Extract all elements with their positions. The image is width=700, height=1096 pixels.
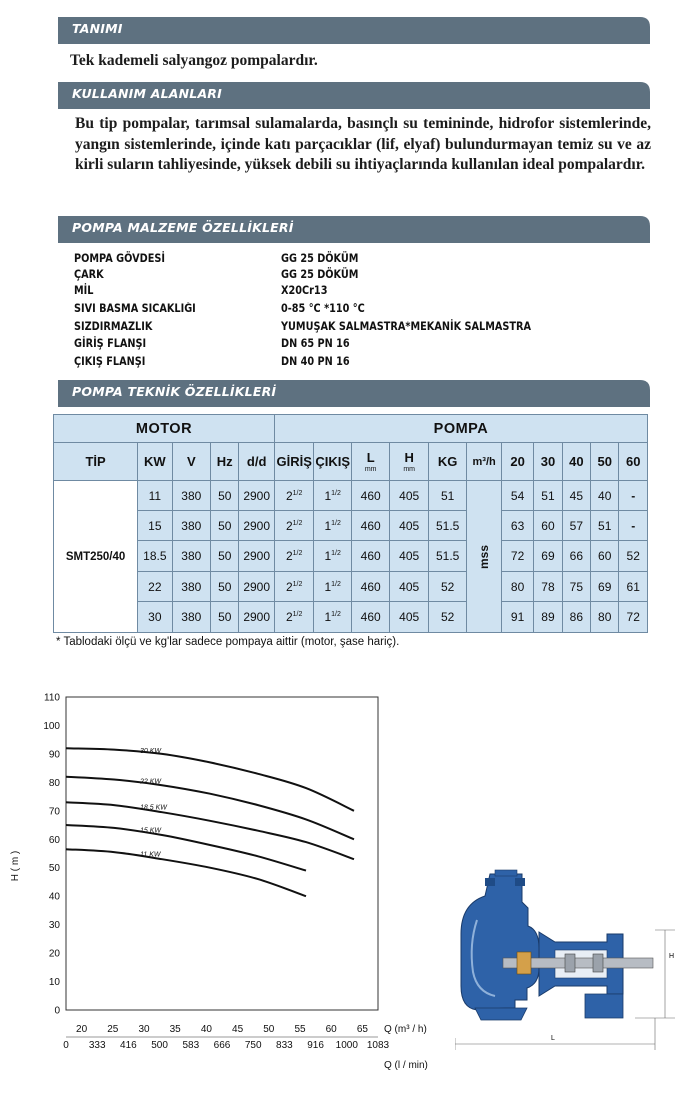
- y-tick-label: 20: [48, 948, 60, 960]
- cell-hz: 50: [211, 572, 239, 602]
- cell-head-40: 45: [562, 481, 590, 511]
- section-banner-teknik: [58, 380, 650, 407]
- section-banner-malzeme: [58, 216, 650, 243]
- y-tick-label: 60: [48, 834, 60, 846]
- curve-label: 30 KW: [140, 747, 162, 755]
- material-value: GG 25 DÖKÜM: [281, 268, 359, 281]
- x-tick-label: 20: [76, 1024, 88, 1035]
- cell-kg: 51.5: [428, 511, 467, 541]
- y-tick-label: 0: [54, 1005, 60, 1017]
- table-footnote: * Tablodaki ölçü ve kg'lar sadece pompaya aittir (motor, şase hariç).: [56, 636, 400, 648]
- cell-giris-sup: 1/2: [292, 519, 303, 527]
- cell-cikis-value: 1: [324, 518, 332, 533]
- mss-label: mss: [477, 544, 492, 569]
- cell-giris-value: 2: [285, 610, 293, 624]
- material-label: SIVI BASMA SICAKLIĞI: [74, 302, 196, 315]
- cell-head-50: 69: [591, 572, 619, 602]
- cell-head-50: 51: [591, 511, 619, 541]
- cell-hz: 50: [211, 481, 239, 511]
- cell-giris-sup: 1/2: [292, 611, 303, 618]
- cell-giris: [274, 602, 314, 633]
- cell-dd: 2900: [239, 602, 274, 633]
- group-header-pompa: POMPA: [274, 415, 647, 443]
- curve-label: 11 KW: [140, 851, 161, 859]
- cell-head-60: 72: [619, 602, 648, 633]
- cell-head-60: 52: [619, 541, 648, 572]
- cell-cikis-sup: 1/2: [331, 580, 341, 588]
- col-header-l-label: L: [366, 450, 375, 465]
- y-tick-label: 100: [43, 720, 60, 732]
- x2-tick-label: 0: [63, 1040, 69, 1051]
- x2-tick-label: 833: [276, 1040, 293, 1051]
- table-column-header-row: [54, 443, 648, 481]
- material-label: POMPA GÖVDESİ: [74, 252, 165, 265]
- cell-h: 405: [390, 572, 429, 602]
- chart-plot-area: [66, 697, 378, 1010]
- cell-cikis: [314, 541, 351, 572]
- chart-frame: [66, 697, 378, 1010]
- cell-head-20: 91: [501, 602, 533, 633]
- cell-head-40: 86: [562, 602, 590, 633]
- col-header-kw: KW: [138, 443, 172, 481]
- material-value: GG 25 DÖKÜM: [281, 252, 359, 265]
- cell-cikis-sup: 1/2: [331, 489, 341, 497]
- cell-giris-sup: 1/2: [292, 580, 303, 588]
- x2-axis-label: Q (l / min): [384, 1060, 428, 1071]
- material-label: MİL: [74, 284, 94, 297]
- x-axis-label: Q (m³ / h): [384, 1024, 427, 1035]
- cell-v: 380: [172, 541, 211, 572]
- cell-giris-value: 2: [285, 518, 293, 533]
- group-header-motor: MOTOR: [54, 415, 275, 443]
- col-header-m3h: m³/h: [467, 443, 501, 481]
- y-tick-label: 80: [48, 777, 60, 789]
- y-tick-label: 50: [48, 863, 60, 875]
- x2-tick-label: 1000: [335, 1040, 358, 1051]
- cell-giris-sup: 1/2: [292, 489, 303, 497]
- cell-head-40: 57: [562, 511, 590, 541]
- cell-l: 460: [351, 481, 390, 511]
- y-tick-label: 90: [48, 749, 60, 761]
- cell-h: 405: [390, 511, 429, 541]
- cell-cikis: [314, 481, 351, 511]
- cell-h: 405: [390, 481, 429, 511]
- table-row: [54, 541, 648, 572]
- section-title-teknik: POMPA TEKNİK ÖZELLİKLERİ: [72, 384, 277, 399]
- col-header-kg: KG: [428, 443, 467, 481]
- usage-text: Bu tip pompalar, tarımsal sulamalarda, basınçlı su temininde, hidrofor sistemlerinde, yangın sistemlerinde, içinde katı parçacıklar (lif, elyaf) bulundurmayan temiz su ve az kirli suların tahliyesinde, yüksek debili su ihtiyaçlarında kullanılan ideal pompalardır.: [75, 115, 651, 173]
- x-tick-label: 35: [169, 1024, 181, 1035]
- x-tick-label: 50: [263, 1024, 275, 1035]
- x2-tick-label: 916: [307, 1040, 324, 1051]
- x2-tick-label: 333: [88, 1040, 106, 1051]
- cell-giris: [274, 541, 314, 572]
- curve-label: 18.5 KW: [140, 804, 167, 812]
- cell-kw: 30: [138, 602, 172, 633]
- y-tick-label: 70: [48, 806, 60, 818]
- table-row: [54, 511, 648, 541]
- cell-giris-value: 2: [285, 549, 293, 563]
- cell-head-40: 75: [562, 572, 590, 602]
- x-tick-label: 30: [138, 1024, 150, 1035]
- cell-dd: 2900: [239, 511, 274, 541]
- cell-cikis-value: 1: [324, 610, 332, 624]
- col-header-flow-50: 50: [591, 443, 619, 481]
- cell-kg: 52: [428, 572, 467, 602]
- pump-casing: [461, 870, 539, 1010]
- pump-bolt: [485, 878, 495, 886]
- table-row: [54, 572, 648, 602]
- cell-dd: 2900: [239, 541, 274, 572]
- y-axis-label: H ( m ): [10, 850, 21, 882]
- cell-cikis-sup: 1/2: [331, 519, 341, 527]
- cell-head-30: 89: [534, 602, 562, 633]
- y-tick-label: 30: [48, 920, 60, 932]
- cell-v: 380: [172, 511, 211, 541]
- cell-cikis-sup: 1/2: [331, 550, 341, 557]
- shaft-seal: [517, 952, 531, 974]
- dimension-label-l: L: [551, 1035, 555, 1042]
- col-header-l: [351, 443, 390, 481]
- cell-hz: 50: [211, 511, 239, 541]
- dimension-label-h: H: [669, 953, 675, 960]
- col-header-tip: TİP: [54, 443, 138, 481]
- col-header-flow-60: 60: [619, 443, 648, 481]
- cell-kw: 15: [138, 511, 172, 541]
- cell-l: 460: [351, 602, 390, 633]
- cell-cikis-sup: 1/2: [331, 611, 341, 618]
- cell-cikis: [314, 572, 351, 602]
- pump-cross-section-drawing: [455, 868, 687, 1076]
- x-tick-label: 40: [200, 1024, 212, 1035]
- cell-h: 405: [390, 602, 429, 633]
- col-header-cikis: ÇIKIŞ: [314, 443, 351, 481]
- material-label: ÇARK: [74, 268, 104, 281]
- cell-head-20: 80: [501, 572, 533, 602]
- material-value: DN 40 PN 16: [281, 355, 350, 368]
- cell-head-30: 60: [534, 511, 562, 541]
- y-tick-label: 40: [48, 891, 60, 903]
- cell-hz: 50: [211, 602, 239, 633]
- x-tick-label: 55: [294, 1024, 306, 1035]
- cell-giris: [274, 511, 314, 541]
- cell-l: 460: [351, 572, 390, 602]
- cell-kg: 51: [428, 481, 467, 511]
- cell-head-60: -: [619, 481, 648, 511]
- cell-head-20: 54: [501, 481, 533, 511]
- x-tick-label: 60: [325, 1024, 337, 1035]
- cell-kg: 52: [428, 602, 467, 633]
- x2-tick-label: 1083: [366, 1040, 390, 1051]
- curve-label: 15 KW: [140, 827, 162, 835]
- technical-specs-table: [53, 414, 648, 633]
- y-tick-label: 110: [44, 692, 60, 704]
- x-tick-label: 25: [107, 1024, 119, 1035]
- pump-bolt: [515, 878, 525, 886]
- cell-head-60: -: [619, 511, 648, 541]
- col-header-hz: Hz: [211, 443, 239, 481]
- material-value: X20Cr13: [281, 284, 328, 297]
- cell-cikis-value: 1: [324, 579, 332, 594]
- cell-giris: [274, 481, 314, 511]
- col-header-giris: GİRİŞ: [274, 443, 314, 481]
- cell-head-30: 78: [534, 572, 562, 602]
- cell-h: 405: [390, 541, 429, 572]
- cell-head-60: 61: [619, 572, 648, 602]
- cell-cikis-value: 1: [324, 488, 332, 503]
- cell-head-50: 80: [591, 602, 619, 633]
- x-axis-ticks: [76, 1024, 368, 1035]
- section-title-malzeme: POMPA MALZEME ÖZELLİKLERİ: [72, 220, 294, 235]
- x2-tick-label: 500: [151, 1040, 168, 1051]
- mss-cell: [467, 481, 501, 633]
- cell-head-40: 66: [562, 541, 590, 572]
- material-value: DN 65 PN 16: [281, 337, 350, 350]
- cell-cikis-value: 1: [324, 549, 332, 563]
- table-row: [54, 602, 648, 633]
- section-banner-kullanim: [58, 82, 650, 109]
- x2-axis-ticks: [63, 1040, 389, 1051]
- col-header-h-label: H: [404, 450, 414, 465]
- cell-head-50: 40: [591, 481, 619, 511]
- section-title-tanim: TANIMI: [72, 21, 123, 36]
- x2-tick-label: 416: [120, 1040, 137, 1051]
- cell-l: 460: [351, 511, 390, 541]
- model-cell: SMT250/40: [54, 481, 138, 633]
- col-header-flow-40: 40: [562, 443, 590, 481]
- cell-v: 380: [172, 572, 211, 602]
- unit-mm: mm: [364, 466, 377, 473]
- cell-head-30: 69: [534, 541, 562, 572]
- material-label: ÇIKIŞ FLANŞI: [74, 355, 146, 368]
- col-header-v: V: [172, 443, 211, 481]
- cell-dd: 2900: [239, 481, 274, 511]
- col-header-flow-20: 20: [501, 443, 533, 481]
- unit-mm: mm: [403, 466, 415, 473]
- cell-hz: 50: [211, 541, 239, 572]
- cell-head-20: 72: [501, 541, 533, 572]
- material-value: YUMUŞAK SALMASTRA*MEKANİK SALMASTRA: [281, 320, 532, 333]
- cell-head-50: 60: [591, 541, 619, 572]
- cell-head-30: 51: [534, 481, 562, 511]
- description-text: Tek kademeli salyangoz pompalardır.: [70, 52, 318, 69]
- cell-cikis: [314, 511, 351, 541]
- section-banner-tanim: [58, 17, 650, 44]
- material-value: 0-85 °C *110 °C: [281, 302, 365, 315]
- cell-v: 380: [172, 481, 211, 511]
- table-group-header-row: [54, 415, 648, 443]
- cell-head-20: 63: [501, 511, 533, 541]
- cell-v: 380: [172, 602, 211, 633]
- cell-cikis: [314, 602, 351, 633]
- cell-giris: [274, 572, 314, 602]
- cell-dd: 2900: [239, 572, 274, 602]
- x2-tick-label: 583: [182, 1040, 200, 1051]
- cell-giris-value: 2: [285, 488, 293, 503]
- cell-kw: 11: [138, 481, 172, 511]
- cell-giris-value: 2: [285, 579, 293, 594]
- curve-label: 22 KW: [140, 778, 162, 786]
- outlet-flange: [495, 870, 517, 876]
- x-tick-label: 65: [356, 1024, 368, 1035]
- table-row: [54, 481, 648, 511]
- cell-kw: 18.5: [138, 541, 172, 572]
- y-tick-label: 10: [48, 977, 60, 989]
- performance-chart: [0, 688, 450, 1080]
- banner-shape: [58, 17, 650, 44]
- x2-tick-label: 750: [244, 1040, 262, 1051]
- col-header-dd: d/d: [239, 443, 274, 481]
- x-tick-label: 45: [232, 1024, 244, 1035]
- cell-l: 460: [351, 541, 390, 572]
- cell-giris-sup: 1/2: [292, 550, 303, 557]
- bearing-2: [593, 954, 603, 972]
- cell-kw: 22: [138, 572, 172, 602]
- material-label: SIZDIRMAZLIK: [74, 320, 153, 333]
- cell-kg: 51.5: [428, 541, 467, 572]
- col-header-h: [390, 443, 429, 481]
- section-title-kullanim: KULLANIM ALANLARI: [72, 86, 222, 101]
- bearing-1: [565, 954, 575, 972]
- material-label: GİRİŞ FLANŞI: [74, 337, 147, 350]
- col-header-flow-30: 30: [534, 443, 562, 481]
- x2-tick-label: 666: [213, 1040, 231, 1051]
- y-axis-ticks: [43, 693, 60, 1017]
